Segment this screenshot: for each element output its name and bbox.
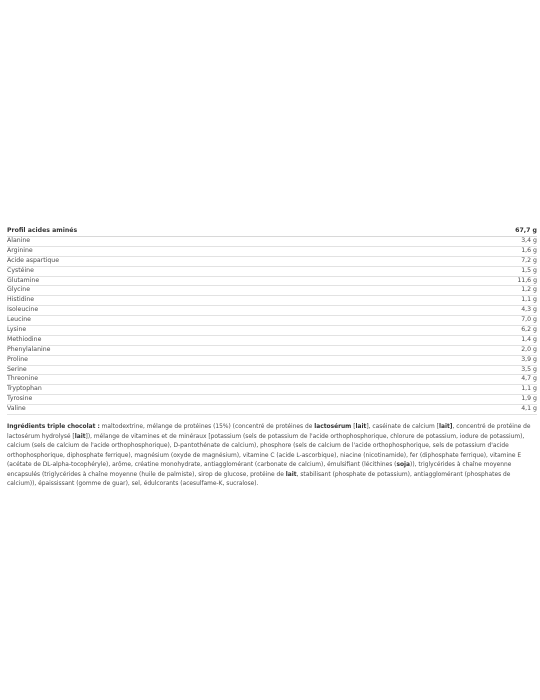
ingredients-text [7, 423, 537, 490]
amino-acid-name: Tryptophan [7, 385, 42, 393]
amino-acid-row [7, 237, 537, 247]
amino-acid-name: Leucine [7, 316, 31, 324]
amino-acid-row [7, 247, 537, 257]
amino-acid-value: 4,1 g [521, 405, 537, 413]
amino-acid-name: Proline [7, 355, 28, 363]
amino-acid-row [7, 366, 537, 376]
allergen-text: lait [74, 433, 86, 440]
ingredients-segment: ]), mélange de vitamines et de minéraux [potassium (sels de potassium de l'acide orthophosphorique, chlorure de potassium, iodure de potassium), calcium (sels de calcium de l'acide orthophosphorique), D-pantothénate de calcium), phosphore (sels de calcium de l'acide orthophosphorique, sels de potassium d'acide orthophosphorique, diphosphate ferrique), magnésium (oxyde de magnésium), vitamine C (acide L-ascorbique), niacine (nicotinamide), fer (diphosphate ferrique), vitamine E (acétate de DL-alpha-tocophéryle), arôme, créatine monohydrate, antiagglomérant (carbonate de calcium), émulsifiant (lécithines ( [7, 433, 525, 469]
amino-acid-value: 11,6 g [517, 276, 537, 284]
ingredients-segment: )), triglycérides à chaîne moyenne encapsulés (triglycérides à chaîne moyenne (huile de palmiste), sirop de glucose, protéine de [7, 462, 512, 478]
amino-acid-row [7, 326, 537, 336]
amino-acid-name: Phenylalanine [7, 345, 51, 353]
amino-acid-row [7, 267, 537, 277]
amino-acid-value: 4,3 g [521, 306, 537, 314]
amino-acid-row [7, 346, 537, 356]
amino-acid-row [7, 336, 537, 346]
allergen-text: lait] [438, 424, 453, 431]
amino-acid-row [7, 395, 537, 405]
amino-acid-name: Lysine [7, 326, 27, 333]
amino-acid-name: Acide aspartique [7, 256, 60, 264]
amino-acid-row [7, 286, 537, 296]
amino-acid-row [7, 296, 537, 306]
amino-acid-value: 6,2 g [521, 326, 537, 333]
amino-acid-name: Glycine [7, 286, 31, 294]
ingredients-segment: , stabilisant (phosphate de potassium), antiagglomérant (phosphates de calcium)), épaississant (gomme de guar), sel, édulcorants (acesulfame-K, sucralose). [7, 471, 511, 488]
ingredients-segment: ], caséinate de calcium [ [366, 424, 439, 431]
amino-acid-value: 7,0 g [521, 316, 537, 324]
allergen-text: lactosérum [314, 424, 352, 431]
amino-acid-table [7, 226, 537, 415]
amino-acid-value: 2,0 g [521, 345, 537, 353]
amino-acid-row [7, 257, 537, 267]
amino-acid-header-row [7, 226, 537, 237]
amino-acid-value: 1,4 g [521, 335, 537, 343]
amino-acid-row [7, 375, 537, 385]
amino-acid-value: 1,6 g [521, 246, 537, 254]
amino-acid-name: Alanine [7, 236, 31, 244]
amino-acid-value: 1,2 g [521, 286, 537, 294]
amino-acid-name: Valine [7, 405, 26, 413]
amino-acid-name: Threonine [7, 375, 39, 383]
amino-acid-row [7, 277, 537, 287]
amino-acid-value: 1,1 g [521, 296, 537, 304]
amino-acid-name: Methiodine [7, 335, 42, 343]
amino-acid-value: 3,5 g [521, 365, 537, 373]
amino-acid-value: 3,9 g [521, 355, 537, 363]
amino-acid-value: 1,5 g [521, 266, 537, 274]
ingredients-heading: Ingrédients triple chocolat : [7, 424, 100, 431]
allergen-text: lait [355, 424, 367, 431]
amino-acid-row [7, 356, 537, 366]
amino-acid-name: Serine [7, 365, 27, 373]
amino-acid-value: 4,7 g [521, 375, 537, 383]
amino-acid-value: 1,1 g [521, 385, 537, 393]
ingredients-segment: [ [351, 424, 356, 431]
amino-acid-name: Isoleucine [7, 306, 39, 314]
amino-acid-row [7, 405, 537, 415]
amino-acid-name: Histidine [7, 296, 35, 304]
amino-acid-name: Glutamine [7, 276, 40, 284]
amino-acid-value: 1,9 g [521, 395, 537, 403]
amino-acid-name: Arginine [7, 246, 33, 254]
amino-acid-value: 3,4 g [521, 236, 537, 244]
ingredients-segment: maltodextrine, mélange de protéines (15%) (concentré de protéines de [99, 424, 315, 431]
ingredients-segment: , concentré de protéine de lactosérum hydrolysé [ [7, 424, 531, 440]
amino-acid-title: Profil acides aminés [7, 227, 78, 235]
nutrition-panel [7, 226, 537, 490]
allergen-text: lait [285, 471, 297, 478]
amino-acid-rows [7, 237, 537, 415]
amino-acid-row [7, 306, 537, 316]
amino-acid-total: 67,7 g [515, 227, 537, 235]
allergen-text: soja [396, 462, 411, 469]
amino-acid-value: 7,2 g [521, 256, 537, 264]
amino-acid-name: Tyrosine [7, 395, 33, 403]
amino-acid-row [7, 385, 537, 395]
amino-acid-row [7, 316, 537, 326]
amino-acid-name: Cystéine [7, 266, 34, 274]
